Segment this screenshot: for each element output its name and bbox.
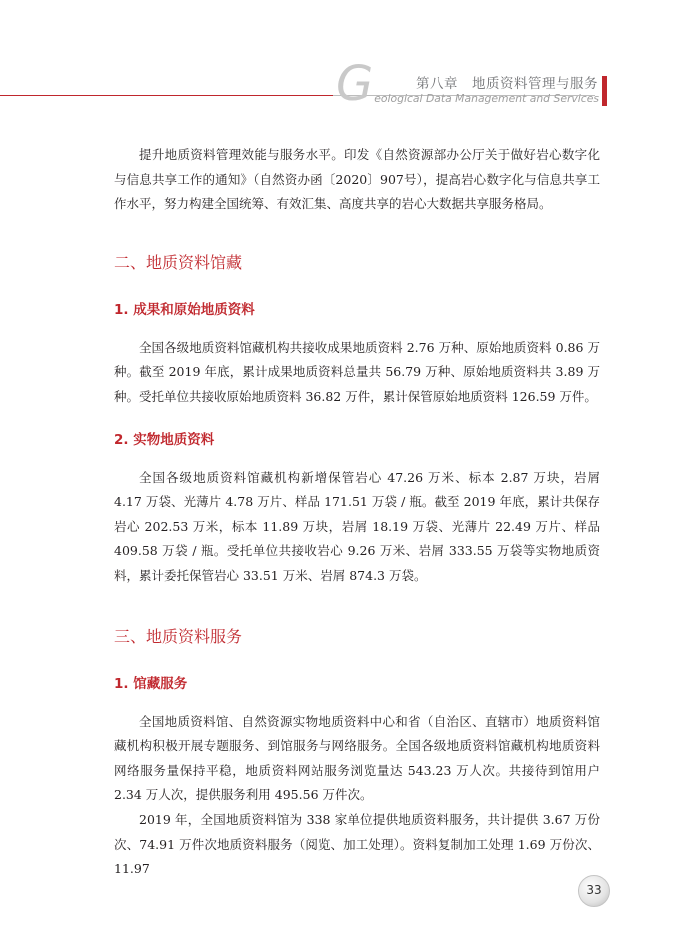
header-rule-red (0, 95, 333, 96)
chapter-title: 第八章 地质资料管理与服务 (416, 76, 598, 92)
paragraph-results-original: 全国各级地质资料馆藏机构共接收成果地质资料 2.76 万种、原始地质资料 0.86 万种。截至 2019 年底，累计成果地质资料总量共 56.79 万种、原始地质资料共 3.89 万种。受托单位共接收原始地质资料 36.82 万件，累计保管原始地质资料 126.59 万件。 (114, 339, 600, 404)
paragraph-physical: 全国各级地质资料馆藏机构新增保管岩心 47.26 万米、标本 2.87 万块，岩屑 4.17 万袋、光薄片 4.78 万片、样品 171.51 万袋 / 瓶。截至 2019 年底，累计共保存岩心 202.53 万米，标本 11.89 万块，岩屑 18.19 万袋、光薄片 22.49 万片、样品 409.58 万袋 / 瓶。受托单位共接收岩心 9.26 万米、岩屑 333.55 万袋等实物地质资料，累计委托保管岩心 33.51 万米、岩屑 874.3 万袋。 (114, 469, 600, 583)
subheading-holding-services: 1. 馆藏服务 (114, 675, 188, 692)
subheading-results-original: 1. 成果和原始地质资料 (114, 301, 255, 318)
subheading-physical: 2. 实物地质资料 (114, 431, 215, 448)
page-body (114, 143, 600, 882)
paragraph-holding-services: 全国地质资料馆、自然资源实物地质资料中心和省（自治区、直辖市）地质资料馆藏机构积极开展专题服务、到馆服务与网络服务。全国各级地质资料馆藏机构地质资料网络服务量保持平稳，地质资料网站服务浏览量达 543.23 万人次。共接待到馆用户 2.34 万人次，提供服务利用 495.56 万件次。 (114, 713, 600, 803)
page-number-badge (578, 875, 610, 907)
page-number: 33 (586, 883, 602, 897)
section-heading-holdings: 二、地质资料馆藏 (114, 252, 243, 272)
chapter-english-title: eological Data Management and Services (374, 92, 599, 105)
header-big-letter: G (336, 56, 374, 112)
section-heading-services: 三、地质资料服务 (114, 626, 243, 646)
header-accent-bar (602, 76, 607, 106)
paragraph-2019-services: 2019 年，全国地质资料馆为 338 家单位提供地质资料服务，共计提供 3.67 万份次、74.91 万件次地质资料服务（阅览、加工处理）。资料复制加工处理 1.69 万份次、11.97 (114, 811, 600, 877)
paragraph-intro: 提升地质资料管理效能与服务水平。印发《自然资源部办公厅关于做好岩心数字化与信息共享工作的通知》（自然资办函〔2020〕907号），提高岩心数字化与信息共享工作水平，努力构建全国统筹、有效汇集、高度共享的岩心大数据共享服务格局。 (114, 147, 600, 212)
